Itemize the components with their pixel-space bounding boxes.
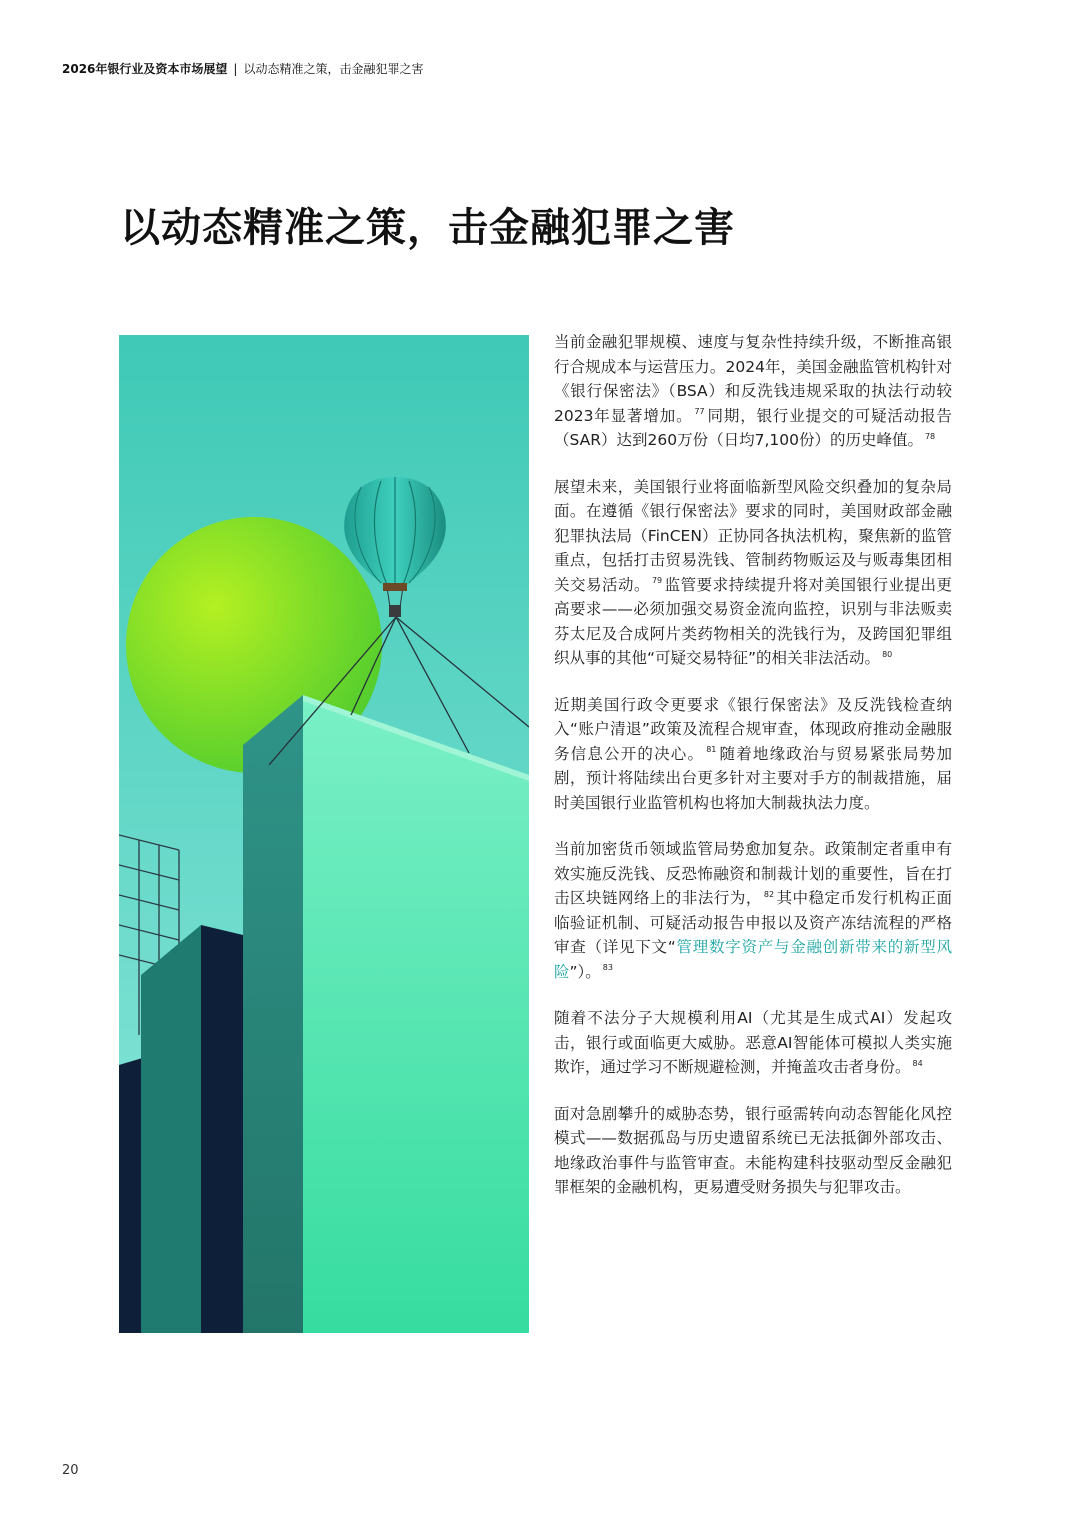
page-number: 20 [62, 1463, 79, 1478]
paragraph-6: 面对急剧攀升的威胁态势，银行亟需转向动态智能化风控模式——数据孤岛与历史遗留系统已无法抵御外部攻击、地缘政治事件与监管审查。未能构建科技驱动型反金融犯罪框架的金融机构，更易遭受财务损失与犯罪攻击。 [554, 1104, 952, 1196]
footnote-ref[interactable]: 81 [706, 745, 717, 755]
digital-assets-section-link[interactable]: 管理数字资产与金融创新带来的新型风险 [554, 938, 952, 981]
footnote-ref[interactable]: 80 [882, 649, 893, 659]
header-separator: | [233, 62, 238, 76]
body-text [554, 330, 952, 1222]
footnote-ref[interactable]: 84 [912, 1058, 923, 1068]
footnote-ref[interactable]: 78 [924, 431, 936, 441]
paragraph-4: 当前加密货币领域监管局势愈加复杂。政策制定者重申有效实施反洗钱、反恐怖融资和制裁计划的重要性，旨在打击区块链网络上的非法行为， $^{82}$ 其中稳定币发行机构正面临验证机制、可疑活动报告申报以及资产冻结流程的严格审查（详见下文“管理数字资产与金融创新带来的新型风险”）。 $^{83}$ [554, 840, 952, 981]
footnote-ref[interactable]: 77 [694, 407, 705, 417]
paragraph-3: 近期美国行政令更要求《银行保密法》及反洗钱检查纳入“账户清退”政策及流程合规审查，体现政府推动金融服务信息公开的决心。 $^{81}$ 随着地缘政治与贸易紧张局势加剧，预计将陆续出台更多针对主要对手方的制裁措施，届时美国银行业监管机构也将加大制裁执法力度。 [554, 695, 952, 812]
footnote-ref[interactable]: 82 [763, 889, 775, 899]
section-title: 以动态精准之策，击金融犯罪之害 [243, 62, 424, 76]
teal-building-left [141, 925, 201, 1333]
report-title: 2026年银行业及资本市场展望 [62, 62, 228, 76]
paragraph-1: 当前金融犯罪规模、速度与复杂性持续升级，不断推高银行合规成本与运营压力。2024年，美国金融监管机构针对《银行保密法》（BSA）和反洗钱违规采取的执法行动较2023年显著增加。 $^{77}$ 同期，银行业提交的可疑活动报告（SAR）达到260万份（日均7,100份）的历史峰值。 $^{78}$ [554, 333, 952, 449]
paragraph-5: 随着不法分子大规模利用AI（尤其是生成式AI）发起攻击，银行或面临更大威胁。恶意AI智能体可模拟人类实施欺诈，通过学习不断规避检测，并掩盖攻击者身份。 $^{84}$ [554, 1009, 952, 1076]
footnote-ref[interactable]: 83 [602, 963, 613, 973]
main-building-side [243, 695, 303, 1333]
footnote-ref[interactable]: 79 [651, 576, 663, 586]
running-header [62, 60, 423, 77]
main-building-front [303, 695, 529, 1333]
balloon-city-illustration [119, 335, 529, 1333]
navy-building [201, 925, 243, 1333]
paragraph-2: 展望未来，美国银行业将面临新型风险交织叠加的复杂局面。在遵循《银行保密法》要求的同时，美国财政部金融犯罪执法局（FinCEN）正协同各执法机构，聚焦新的监管重点，包括打击贸易洗钱、管制药物贩运及与贩毒集团相关交易活动。 $^{79}$ 监管要求持续提升将对美国银行业提出更高要求——必须加强交易资金流向监控，识别与非法贩卖芬太尼及合成阿片类药物相关的洗钱行为，及跨国犯罪组织从事的其他“可疑交易特征”的相关非法活动。 $^{80}$ [554, 477, 952, 667]
page-title: 以动态精准之策，击金融犯罪之害 [120, 205, 735, 251]
